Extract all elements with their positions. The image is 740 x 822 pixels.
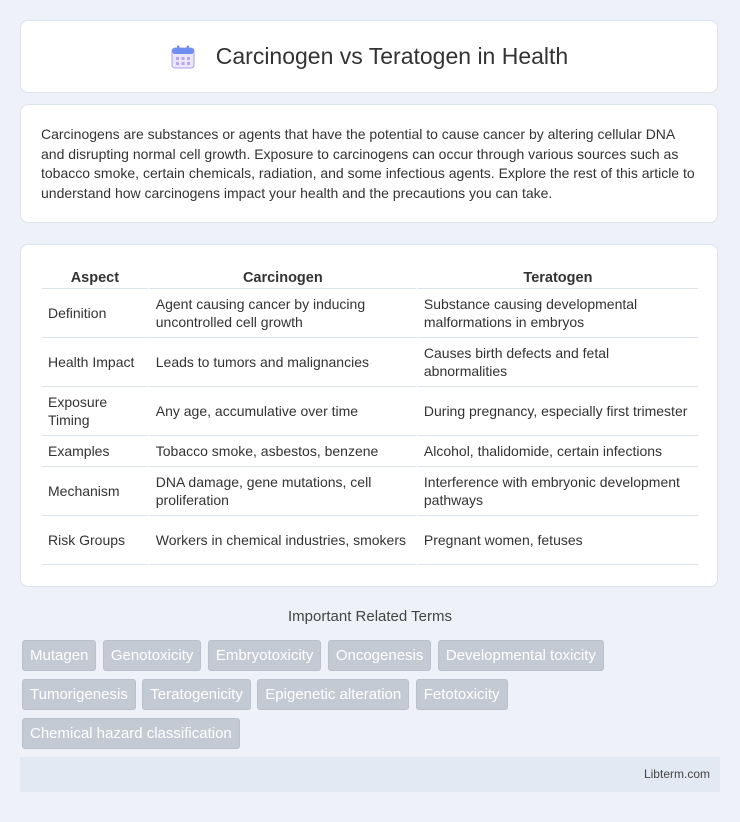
table-row	[42, 436, 698, 467]
row-aspect: Risk Groups	[42, 516, 148, 565]
row-teratogen: During pregnancy, especially first trimester	[416, 387, 698, 436]
footer-site-link[interactable]: Libterm.com	[643, 767, 710, 781]
row-teratogen: Pregnant women, fetuses	[416, 516, 698, 565]
row-aspect: Mechanism	[42, 467, 148, 516]
tag-genotoxicity[interactable]: Genotoxicity	[103, 640, 202, 671]
calendar-icon	[170, 44, 196, 70]
intro-card	[20, 104, 718, 223]
row-teratogen: Interference with embryonic development pathways	[416, 467, 698, 516]
row-carcinogen: Leads to tumors and malignancies	[148, 338, 416, 387]
table-row	[42, 387, 698, 436]
table-row	[42, 467, 698, 516]
row-carcinogen: DNA damage, gene mutations, cell proliferation	[148, 467, 416, 516]
table-row	[42, 516, 698, 565]
row-aspect: Examples	[42, 436, 148, 467]
table-header-row	[42, 265, 698, 289]
row-teratogen: Causes birth defects and fetal abnormalities	[416, 338, 698, 387]
header-card	[20, 20, 718, 93]
row-carcinogen: Agent causing cancer by inducing uncontrolled cell growth	[148, 289, 416, 338]
header-carcinogen: Carcinogen	[148, 265, 416, 289]
tag-epigenetic-alteration[interactable]: Epigenetic alteration	[257, 679, 409, 710]
row-aspect: Exposure Timing	[42, 387, 148, 436]
header-teratogen: Teratogen	[416, 265, 698, 289]
row-teratogen: Substance causing developmental malformations in embryos	[416, 289, 698, 338]
comparison-table	[42, 265, 698, 565]
table-row	[42, 289, 698, 338]
row-carcinogen: Workers in chemical industries, smokers	[148, 516, 416, 565]
row-teratogen: Alcohol, thalidomide, certain infections	[416, 436, 698, 467]
page-title: Carcinogen vs Teratogen in Health	[215, 43, 569, 69]
tag-oncogenesis[interactable]: Oncogenesis	[328, 640, 432, 671]
tag-chemical-hazard-classification[interactable]: Chemical hazard classification	[22, 718, 240, 749]
tag-mutagen[interactable]: Mutagen	[22, 640, 96, 671]
comparison-table-card	[20, 244, 718, 587]
tag-tumorigenesis[interactable]: Tumorigenesis	[22, 679, 136, 710]
intro-text: Carcinogens are substances or agents that have the potential to cause cancer by altering cellular DNA and disrupting normal cell growth. Exposure to carcinogens can occur through various sources such as tobacco smoke, certain chemicals, radiation, and some infectious agents. Explore the rest of this article to understand how carcinogens impact your health and the precautions you can take.	[41, 126, 695, 201]
row-carcinogen: Tobacco smoke, asbestos, benzene	[148, 436, 416, 467]
tag-developmental-toxicity[interactable]: Developmental toxicity	[438, 640, 604, 671]
tag-embryotoxicity[interactable]: Embryotoxicity	[208, 640, 322, 671]
row-aspect: Health Impact	[42, 338, 148, 387]
footer	[20, 757, 720, 792]
related-terms-list	[22, 640, 722, 757]
tag-fetotoxicity[interactable]: Fetotoxicity	[416, 679, 508, 710]
row-aspect: Definition	[42, 289, 148, 338]
related-terms-title: Important Related Terms	[288, 608, 452, 625]
table-row	[42, 338, 698, 387]
row-carcinogen: Any age, accumulative over time	[148, 387, 416, 436]
tag-teratogenicity[interactable]: Teratogenicity	[142, 679, 251, 710]
header-aspect: Aspect	[42, 265, 148, 289]
